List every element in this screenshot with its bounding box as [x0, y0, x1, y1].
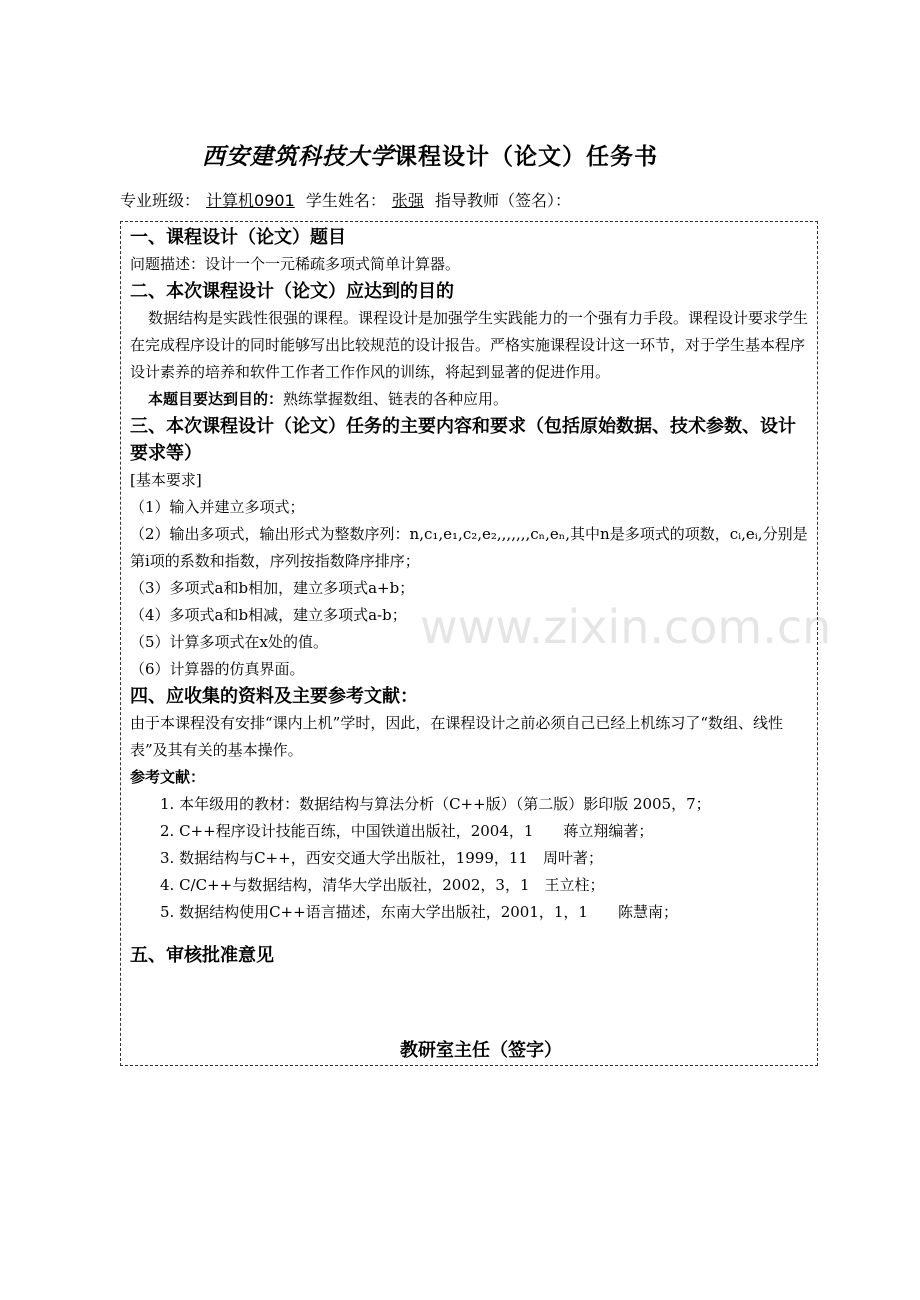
- reference-item: 3. 数据结构与C++，西安交通大学出版社，1999，11 周叶著；: [160, 849, 603, 867]
- section4-text: 由于本课程没有安排“课内上机”学时，因此，在课程设计之前必须自己已经上机练习了“数组、线性表”及其有关的基本操作。: [130, 714, 784, 759]
- reference-item: 1. 本年级用的教材：数据结构与算法分析（C++版）（第二版）影印版 2005，7；: [160, 795, 711, 813]
- section1-text: 问题描述：设计一个一元稀疏多项式简单计算器。: [130, 255, 461, 273]
- section5-title: 五、审核批准意见: [130, 945, 274, 966]
- section2-text: 数据结构是实践性很强的课程。课程设计是加强学生实践能力的一个强有力手段。课程设计要求学生在完成程序设计的同时能够写出比较规范的设计报告。严格实施课程设计这一环节，对于学生基本程序设计素养的培养和软件工作者工作作风的训练，将起到显著的促进作用。: [130, 309, 809, 381]
- section2-title: 二、本次课程设计（论文）应达到的目的: [130, 281, 454, 302]
- requirement-item: （2）输出多项式，输出形式为整数序列：n,c₁,e₁,c₂,e₂,,,,,,,cₙ,eₙ,其中n是多项式的项数，cᵢ,eᵢ,分别是第i项的系数和指数，序列按指数降序排序；: [130, 525, 808, 570]
- reference-item: 4. C/C++与数据结构，清华大学出版社，2002，3，1 王立柱；: [160, 876, 605, 894]
- student-value: 张强: [391, 191, 424, 210]
- meta-line: [120, 188, 571, 211]
- reference-item: 5. 数据结构使用C++语言描述，东南大学出版社，2001，1，1 陈慧南；: [160, 903, 678, 921]
- section3-title: 三、本次课程设计（论文）任务的主要内容和要求（包括原始数据、技术参数、设计要求等）: [130, 416, 796, 464]
- section1-title: 一、课程设计（论文）题目: [130, 227, 346, 248]
- document-title: [0, 138, 860, 171]
- goal-label: 本题目要达到目的：: [148, 390, 284, 408]
- content-body: [130, 224, 810, 969]
- watermark: www.zixin.com.cn: [420, 600, 832, 654]
- goal-text: 熟练掌握数组、链表的各种应用。: [283, 390, 509, 408]
- basic-requirements: [基本要求]: [130, 471, 202, 489]
- reference-item: 2. C++程序设计技能百练，中国铁道出版社，2004，1 蒋立翔编著；: [160, 822, 654, 840]
- references-title: 参考文献：: [130, 768, 206, 786]
- class-value: 计算机0901: [206, 191, 295, 210]
- school-name: 西安建筑科技大学: [202, 143, 394, 170]
- requirement-item: （4）多项式a和b相减，建立多项式a-b；: [130, 606, 407, 624]
- director-signature-label: 教研室主任（签字）: [400, 1040, 562, 1061]
- requirement-item: （1）输入并建立多项式；: [130, 498, 305, 516]
- class-label: 专业班级：: [120, 191, 201, 210]
- teacher-label: 指导教师（签名）：: [434, 191, 571, 210]
- section4-title: 四、应收集的资料及主要参考文献：: [130, 686, 418, 707]
- section2-goal: [130, 386, 810, 413]
- requirement-item: （3）多项式a和b相加，建立多项式a+b；: [130, 579, 415, 597]
- requirement-item: （6）计算器的仿真界面。: [130, 660, 305, 678]
- student-label: 学生姓名：: [305, 191, 386, 210]
- title-text: 课程设计（论文）任务书: [394, 144, 658, 170]
- requirement-item: （5）计算多项式在x处的值。: [130, 633, 329, 651]
